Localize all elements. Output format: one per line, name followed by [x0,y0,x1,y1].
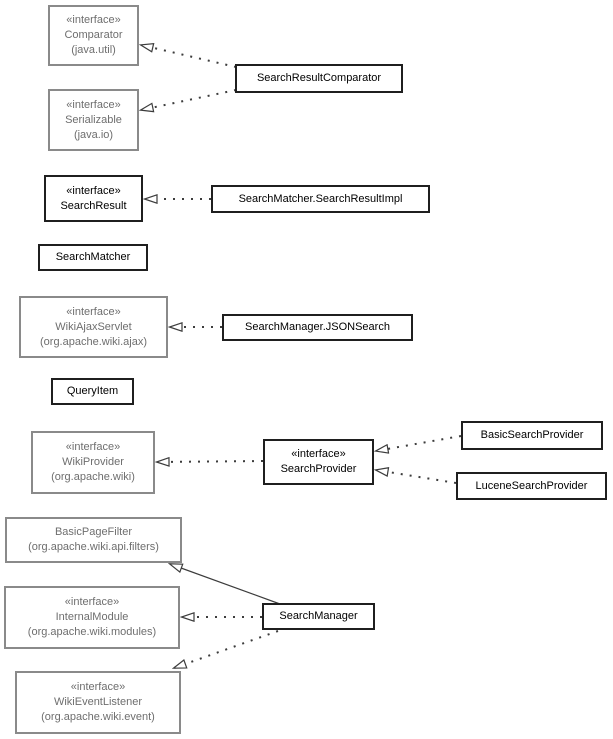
extends-edge-searchmanager-to-basicpagefilter [170,564,280,604]
implements-edge-searchmanager-to-wikieventlistener [174,631,278,668]
package-label: (java.util) [71,44,116,56]
class-name-label: BasicSearchProvider [480,429,584,441]
stereotype-label: «interface» [66,98,121,111]
package-label: (java.io) [73,128,114,141]
class-name-label: WikiEventListener [53,696,143,708]
extends-edge-searchprovider-to-wikiprovider [157,461,263,462]
package-label: (org.apache.wiki) [51,471,135,483]
class-name-label: SearchProvider [280,463,357,475]
class-name-label: WikiAjaxServlet [55,320,132,333]
interface-box-wiki-provider [31,431,155,494]
interface-box-internal-module [4,586,180,649]
interface-box-search-result [44,175,143,222]
package-label: (org.apache.wiki.event) [41,711,155,723]
interface-box-wiki-ajax-servlet [19,296,168,358]
stereotype-label: «interface» [70,681,126,693]
class-box-search-matcher [38,244,148,271]
class-name-label: SearchManager.JSONSearch [245,321,390,333]
interface-box-comparator [48,5,139,66]
stereotype-label: «interface» [66,184,121,197]
package-label: (org.apache.wiki.api.filters) [28,541,159,553]
interface-box-search-provider [263,439,374,485]
class-name-label: WikiProvider [62,456,124,468]
class-box-search-manager-json-search [222,314,413,341]
class-name-label: SearchMatcher [55,251,131,263]
class-name-label: SearchMatcher.SearchResultImpl [238,192,403,205]
class-box-search-matcher-search-result-impl [211,185,430,213]
stereotype-label: «interface» [64,596,120,608]
implements-edge-basicsearchprovider-to-searchprovider [376,436,461,451]
class-name-label: LuceneSearchProvider [475,479,588,492]
stereotype-label: «interface» [291,448,346,460]
class-name-label: BasicPageFilter [54,526,133,538]
class-box-basic-search-provider [461,421,603,450]
stereotype-label: «interface» [66,14,121,26]
interface-box-serializable [48,89,139,151]
class-box-search-manager [262,603,375,630]
class-box-lucene-search-provider [456,472,607,500]
implements-edge-searchresultcomparator-to-comparator [141,45,236,67]
class-name-label: QueryItem [66,385,119,397]
stereotype-label: «interface» [65,441,121,453]
class-name-label: SearchResultComparator [256,72,382,84]
class-name-label: Serializable [65,113,122,126]
class-box-basic-page-filter [5,517,182,563]
package-label: (org.apache.wiki.ajax) [40,335,147,348]
implements-edge-lucenesearchprovider-to-searchprovider [376,470,456,483]
class-name-label: InternalModule [55,611,129,623]
implements-edge-searchresultcomparator-to-serializable [141,90,236,110]
package-label: (org.apache.wiki.modules) [27,626,157,638]
stereotype-label: «interface» [66,305,121,318]
class-name-label: SearchManager [279,610,358,622]
class-box-query-item [51,378,134,405]
class-box-search-result-comparator [235,64,403,93]
interface-box-wiki-event-listener [15,671,181,734]
class-name-label: Comparator [64,29,123,41]
class-name-label: SearchResult [60,199,127,212]
